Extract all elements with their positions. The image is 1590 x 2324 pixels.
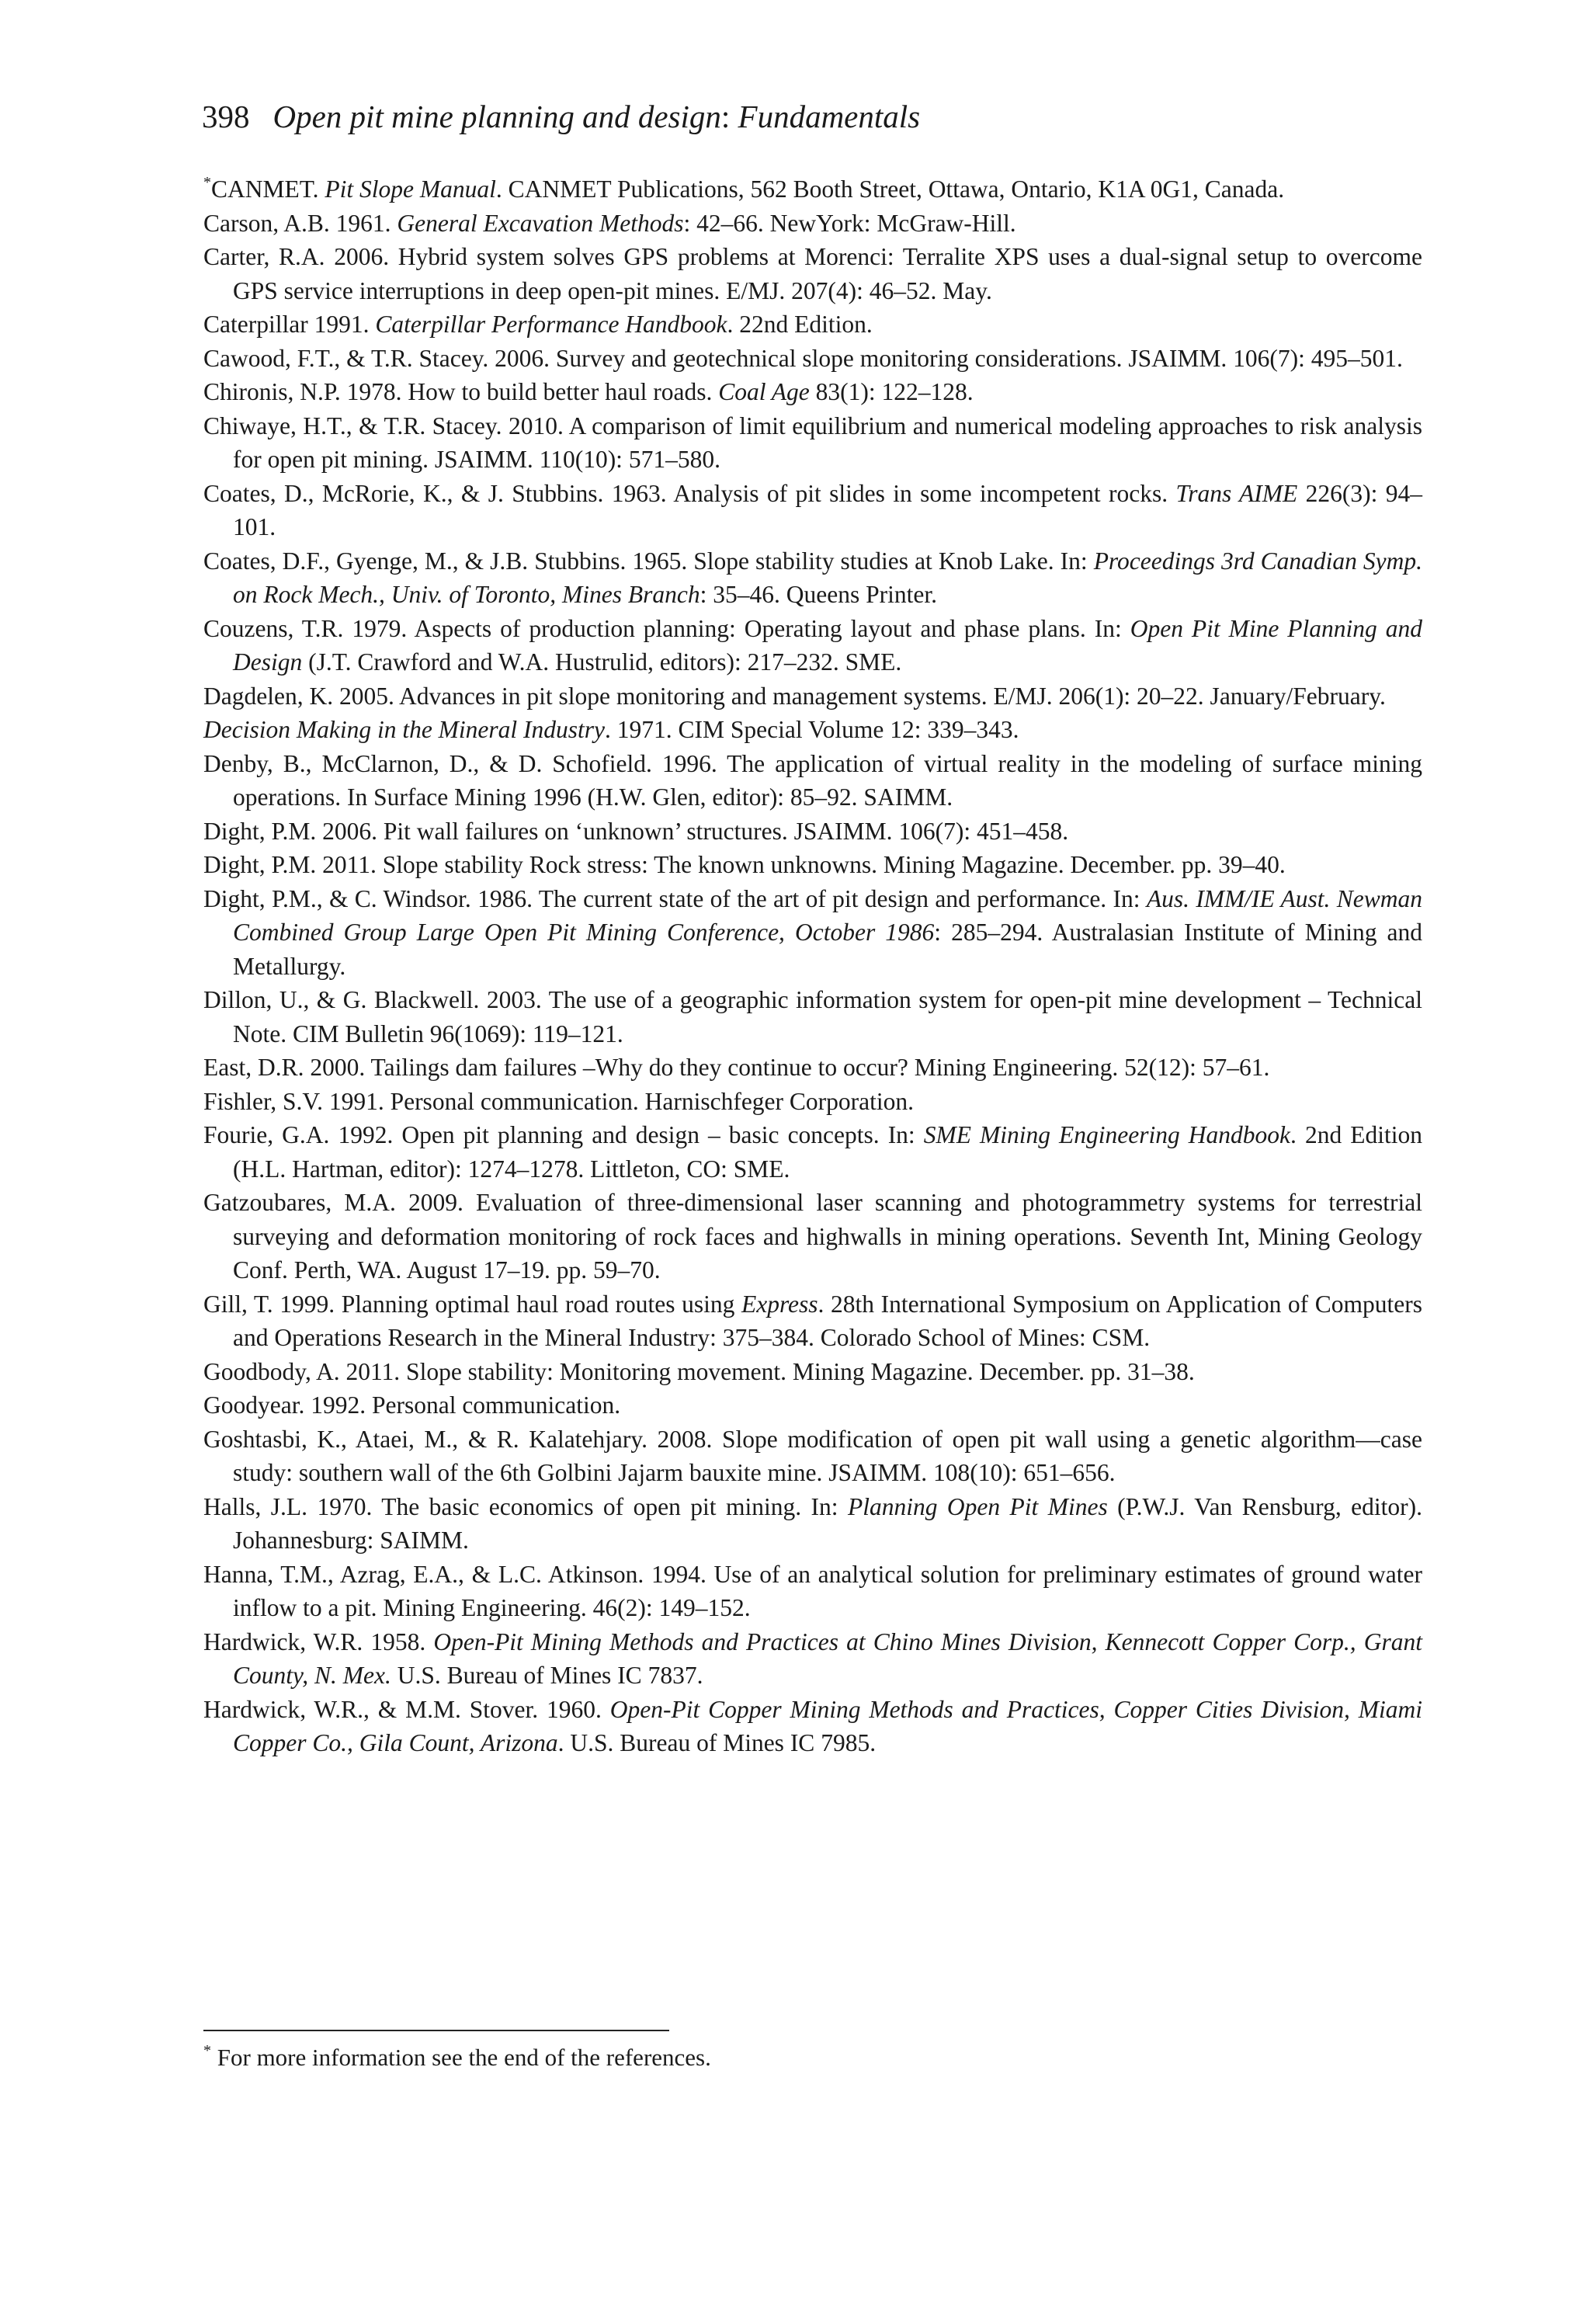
reference-italic-text: SME Mining Engineering Handbook [923, 1121, 1291, 1148]
reference-entry [203, 983, 1422, 1051]
book-title-main: Open pit mine planning and design [273, 99, 721, 134]
reference-text: : 35–46. Queens Printer. [700, 581, 937, 608]
reference-text: Halls, J.L. 1970. The basic economics of open pit mining. In: [203, 1492, 848, 1520]
reference-text: Fishler, S.V. 1991. Personal communication. Harnischfeger Corporation. [203, 1087, 915, 1115]
reference-text: Chiwaye, H.T., & T.R. Stacey. 2010. A comparison of limit equilibrium and numerical modeling approaches to risk analysis for open pit mining. JSAIMM. 110(10): 571–580. [203, 412, 1422, 473]
book-title [273, 99, 921, 134]
reference-italic-text: Open Pit Mine Planning and Design [233, 614, 1422, 676]
reference-text: Caterpillar 1991. [203, 311, 376, 338]
reference-entry [203, 815, 1422, 849]
reference-text: . U.S. Bureau of Mines IC 7985. [557, 1729, 877, 1756]
reference-entry [203, 375, 1422, 409]
reference-italic-text: Open-Pit Copper Mining Methods and Practices, Copper Cities Division, Miami Copper Co., Gila Count, Arizona [233, 1695, 1422, 1756]
reference-entry [203, 207, 1422, 241]
reference-italic-text: Aus. IMM/IE Aust. Newman Combined Group Large Open Pit Mining Conference, October 1986 [233, 884, 1422, 946]
reference-text: East, D.R. 2000. Tailings dam failures –Why do they continue to occur? Mining Engineering. 52(12): 57–61. [203, 1054, 1270, 1081]
reference-entry [203, 409, 1422, 477]
reference-entry [203, 1355, 1422, 1389]
reference-entry [203, 713, 1422, 747]
reference-italic-text: General Excavation Methods [397, 209, 684, 237]
reference-text: Denby, B., McClarnon, D., & D. Schofield. 1996. The application of virtual reality in the modeling of surface mining operations. In Surface Mining 1996 (H.W. Glen, editor): 85–92. SAIMM. [203, 749, 1422, 811]
reference-text: Hanna, T.M., Azrag, E.A., & L.C. Atkinson. 1994. Use of an analytical solution for preliminary estimates of ground water inflow to a pit. Mining Engineering. 46(2): 149–152. [203, 1560, 1422, 1621]
reference-text: Goodbody, A. 2011. Slope stability: Monitoring movement. Mining Magazine. December. pp. 31–38. [203, 1357, 1195, 1385]
reference-entry [203, 679, 1422, 714]
reference-entry [203, 1693, 1422, 1760]
book-title-sub: Fundamentals [738, 99, 921, 134]
reference-text: . 2nd Edition (H.L. Hartman, editor): 1274–1278. Littleton, CO: SME. [233, 1121, 1422, 1183]
reference-entry [203, 1186, 1422, 1287]
reference-text: Dagdelen, K. 2005. Advances in pit slope monitoring and management systems. E/MJ. 206(1): 20–22. January/February. [203, 682, 1386, 710]
reference-entry [203, 1118, 1422, 1186]
reference-text: : 285–294. Australasian Institute of Mining and Metallurgy. [233, 919, 1423, 980]
reference-text: CANMET. [211, 175, 325, 203]
reference-entry [203, 544, 1422, 612]
reference-entry [203, 1558, 1422, 1625]
reference-text: 83(1): 122–128. [809, 378, 974, 405]
reference-entry [203, 882, 1422, 984]
footnote-marker: * [203, 2041, 211, 2059]
reference-text: Goshtasbi, K., Ataei, M., & R. Kalatehjary. 2008. Slope modification of open pit wall using a genetic algorithm—case study: southern wall of the 6th Golbini Jajarm bauxite mine. JSAIMM. 108(10): 651–656. [203, 1425, 1422, 1486]
reference-text: 226(3): 94–101. [233, 479, 1422, 540]
reference-entry [203, 240, 1422, 307]
page-number: 398 [202, 99, 250, 134]
reference-text: : 42–66. NewYork: McGraw-Hill. [683, 209, 1016, 237]
reference-text: Gatzoubares, M.A. 2009. Evaluation of three-dimensional laser scanning and photogrammetry systems for terrestrial surveying and deformation monitoring of rock faces and highwalls in mining operations. Seventh Int, Mining Geology Conf. Perth, WA. August 17–19. pp. 59–70. [203, 1189, 1422, 1284]
reference-entry [203, 1051, 1422, 1085]
reference-text: (P.W.J. Van Rensburg, editor). Johannesburg: SAIMM. [233, 1492, 1423, 1554]
reference-text: Coates, D.F., Gyenge, M., & J.B. Stubbins. 1965. Slope stability studies at Knob Lake. In: [203, 547, 1094, 575]
reference-text: (J.T. Crawford and W.A. Hustrulid, editors): 217–232. SME. [302, 648, 902, 676]
reference-italic-text: Planning Open Pit Mines [847, 1492, 1108, 1520]
reference-marker: * [203, 173, 211, 191]
reference-entry [203, 612, 1422, 679]
reference-italic-text: Trans AIME [1175, 479, 1298, 507]
reference-text: Dight, P.M., & C. Windsor. 1986. The current state of the art of pit design and performance. In: [203, 884, 1147, 912]
reference-entry [203, 1388, 1422, 1423]
reference-text: . 1971. CIM Special Volume 12: 339–343. [605, 716, 1019, 743]
reference-text: Couzens, T.R. 1979. Aspects of production planning: Operating layout and phase plans. In: [203, 614, 1130, 642]
reference-entry [203, 1625, 1422, 1693]
reference-italic-text: Pit Slope Manual [325, 175, 496, 203]
footnote-text: For more information see the end of the references. [211, 2044, 711, 2071]
reference-entry [203, 477, 1422, 544]
reference-italic-text: Proceedings 3rd Canadian Symp. on Rock Mech., Univ. of Toronto, Mines Branch [233, 547, 1422, 608]
reference-text: Coates, D., McRorie, K., & J. Stubbins. 1963. Analysis of pit slides in some incompetent rocks. [203, 479, 1176, 507]
reference-text: Dight, P.M. 2011. Slope stability Rock stress: The known unknowns. Mining Magazine. December. pp. 39–40. [203, 851, 1286, 878]
reference-list [203, 172, 1422, 1760]
book-title-separator: : [720, 99, 738, 134]
reference-entry [203, 307, 1422, 342]
reference-text: Carson, A.B. 1961. [203, 209, 398, 237]
reference-text: . 22nd Edition. [727, 311, 873, 338]
footnote-rule [203, 2030, 669, 2031]
running-header [202, 93, 920, 140]
reference-entry [203, 1423, 1422, 1490]
reference-italic-text: Open-Pit Mining Methods and Practices at Chino Mines Division, Kennecott Copper Corp., Grant County, N. Mex. [233, 1627, 1422, 1689]
reference-text: Chironis, N.P. 1978. How to build better haul roads. [203, 378, 719, 405]
reference-entry [203, 1490, 1422, 1558]
reference-text: Fourie, G.A. 1992. Open pit planning and design – basic concepts. In: [203, 1121, 924, 1148]
reference-entry [203, 1287, 1422, 1355]
reference-text: . CANMET Publications, 562 Booth Street, Ottawa, Ontario, K1A 0G1, Canada. [495, 175, 1285, 203]
reference-text: Dight, P.M. 2006. Pit wall failures on ‘unknown’ structures. JSAIMM. 106(7): 451–458. [203, 817, 1069, 845]
reference-text: Hardwick, W.R. 1958. [203, 1627, 434, 1655]
reference-text: Cawood, F.T., & T.R. Stacey. 2006. Survey and geotechnical slope monitoring considerations. JSAIMM. 106(7): 495–501. [203, 344, 1403, 372]
reference-text: Goodyear. 1992. Personal communication. [203, 1391, 621, 1419]
reference-text: . 28th International Symposium on Application of Computers and Operations Research in the Mineral Industry: 375–384. Colorado School of Mines: CSM. [233, 1290, 1422, 1351]
reference-entry [203, 1085, 1422, 1119]
footnote [203, 2041, 711, 2075]
reference-text: Gill, T. 1999. Planning optimal haul road routes using [203, 1290, 741, 1318]
reference-text: Dillon, U., & G. Blackwell. 2003. The use of a geographic information system for open-pit mine development – Technical Note. CIM Bulletin 96(1069): 119–121. [203, 986, 1422, 1047]
reference-italic-text: Decision Making in the Mineral Industry [203, 716, 606, 743]
reference-italic-text: Express [741, 1290, 818, 1318]
reference-text: Carter, R.A. 2006. Hybrid system solves GPS problems at Morenci: Terralite XPS uses a dual-signal setup to overcome GPS service interruptions in deep open-pit mines. E/MJ. 207(4): 46–52. May. [203, 243, 1422, 304]
reference-entry [203, 747, 1422, 815]
reference-italic-text: Caterpillar Performance Handbook [375, 311, 727, 338]
reference-entry [203, 342, 1422, 376]
reference-entry [203, 848, 1422, 882]
reference-text: U.S. Bureau of Mines IC 7837. [391, 1662, 703, 1689]
reference-text: Hardwick, W.R., & M.M. Stover. 1960. [203, 1695, 610, 1723]
reference-italic-text: Coal Age [718, 378, 810, 405]
reference-entry [203, 172, 1422, 207]
